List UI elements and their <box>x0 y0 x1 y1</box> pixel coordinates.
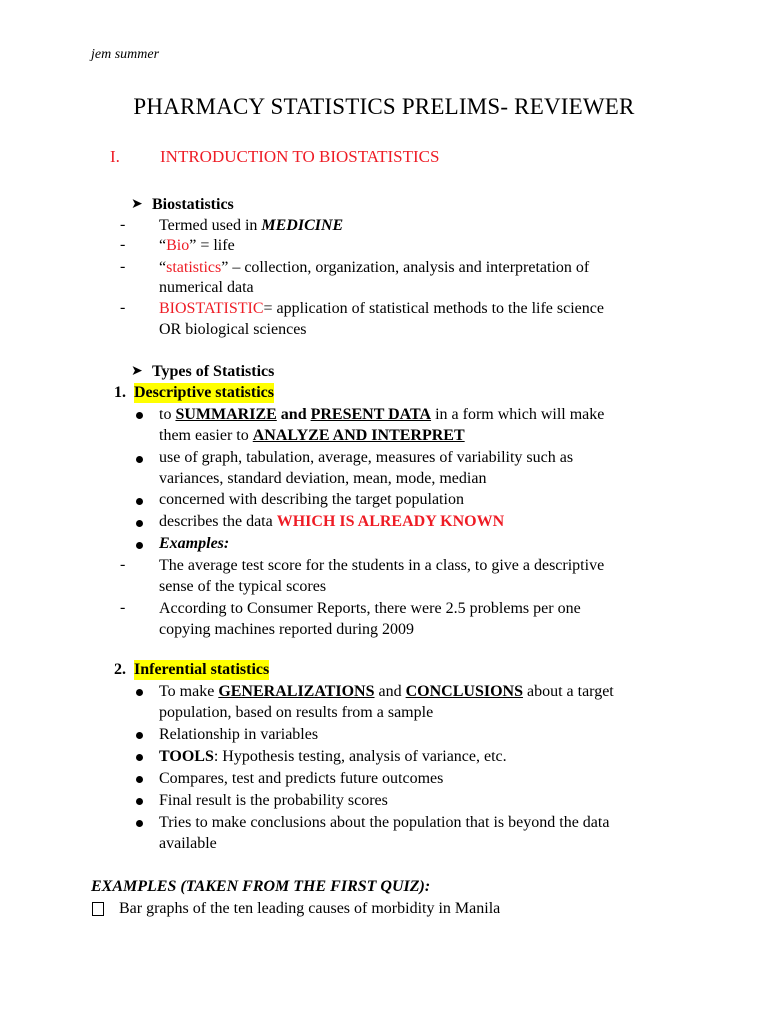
bullet-dot <box>136 498 143 505</box>
list-item: use of graph, tabulation, average, measures of variability such as <box>159 449 574 466</box>
list-item-continuation: population, based on results from a sample <box>159 704 434 721</box>
page-title: PHARMACY STATISTICS PRELIMS- REVIEWER <box>133 94 635 119</box>
bullet-dot <box>136 776 143 783</box>
dash-bullet: - <box>120 216 126 233</box>
dash-bullet: - <box>120 599 126 616</box>
arrow-bullet-icon: ➤ <box>131 364 143 379</box>
bullet-dot <box>136 412 143 419</box>
bullet-dot <box>136 798 143 805</box>
bullet-dot <box>136 520 143 527</box>
list-item: According to Consumer Reports, there were 2.5 problems per one <box>159 600 581 617</box>
bullet-dot <box>136 820 143 827</box>
list-item-continuation: numerical data <box>159 279 254 296</box>
numbered-item-number: 2. <box>114 661 126 678</box>
dash-bullet: - <box>120 299 126 316</box>
list-item-continuation: OR biological sciences <box>159 321 307 338</box>
list-item: to SUMMARIZE and PRESENT DATA in a form which will make <box>159 406 605 423</box>
list-item: Tries to make conclusions about the population that is beyond the data <box>159 814 610 831</box>
list-item: TOOLS: Hypothesis testing, analysis of variance, etc. <box>159 748 507 765</box>
list-item: Final result is the probability scores <box>159 792 388 809</box>
list-item: concerned with describing the target population <box>159 491 464 508</box>
list-item: Termed used in MEDICINE <box>159 217 344 234</box>
emphasis-text: MEDICINE <box>261 217 344 234</box>
list-item-continuation: sense of the typical scores <box>159 578 327 595</box>
dash-bullet: - <box>120 236 126 253</box>
arrow-bullet-icon: ➤ <box>131 197 143 212</box>
examples-heading: EXAMPLES (TAKEN FROM THE FIRST QUIZ): <box>91 878 431 895</box>
types-heading: Types of Statistics <box>152 363 275 380</box>
list-item-continuation: them easier to ANALYZE AND INTERPRET <box>159 427 465 444</box>
bullet-dot <box>136 456 143 463</box>
descriptive-statistics-label: Descriptive statistics <box>134 384 274 401</box>
dash-bullet: - <box>120 556 126 573</box>
inferential-statistics-label: Inferential statistics <box>134 661 270 678</box>
list-item-continuation: copying machines reported during 2009 <box>159 621 415 638</box>
bullet-dot <box>136 542 143 549</box>
list-item-continuation: variances, standard deviation, mean, mode, median <box>159 470 487 487</box>
section-number: I. <box>110 147 120 166</box>
numbered-item-number: 1. <box>114 384 126 401</box>
list-item: describes the data WHICH IS ALREADY KNOWN <box>159 513 505 530</box>
bullet-dot <box>136 689 143 696</box>
dash-bullet: - <box>120 258 126 275</box>
list-item: Compares, test and predicts future outcomes <box>159 770 444 787</box>
bullet-dot <box>136 732 143 739</box>
biostatistics-heading: Biostatistics <box>152 196 234 213</box>
list-item: BIOSTATISTIC= application of statistical methods to the life science <box>159 300 604 317</box>
author-name: jem summer <box>91 47 160 62</box>
examples-label: Examples: <box>159 535 230 552</box>
bullet-dot <box>136 754 143 761</box>
list-item: The average test score for the students in a class, to give a descriptive <box>159 557 605 574</box>
list-item: To make GENERALIZATIONS and CONCLUSIONS about a target <box>159 683 614 700</box>
list-item: “Bio” = life <box>159 237 235 254</box>
list-item: “statistics” – collection, organization, analysis and interpretation of <box>159 259 590 276</box>
checkbox-symbol-icon <box>92 902 104 916</box>
list-item-continuation: available <box>159 835 217 852</box>
list-item: Bar graphs of the ten leading causes of morbidity in Manila <box>119 900 501 917</box>
list-item: Relationship in variables <box>159 726 319 743</box>
section-title: INTRODUCTION TO BIOSTATISTICS <box>160 147 440 166</box>
